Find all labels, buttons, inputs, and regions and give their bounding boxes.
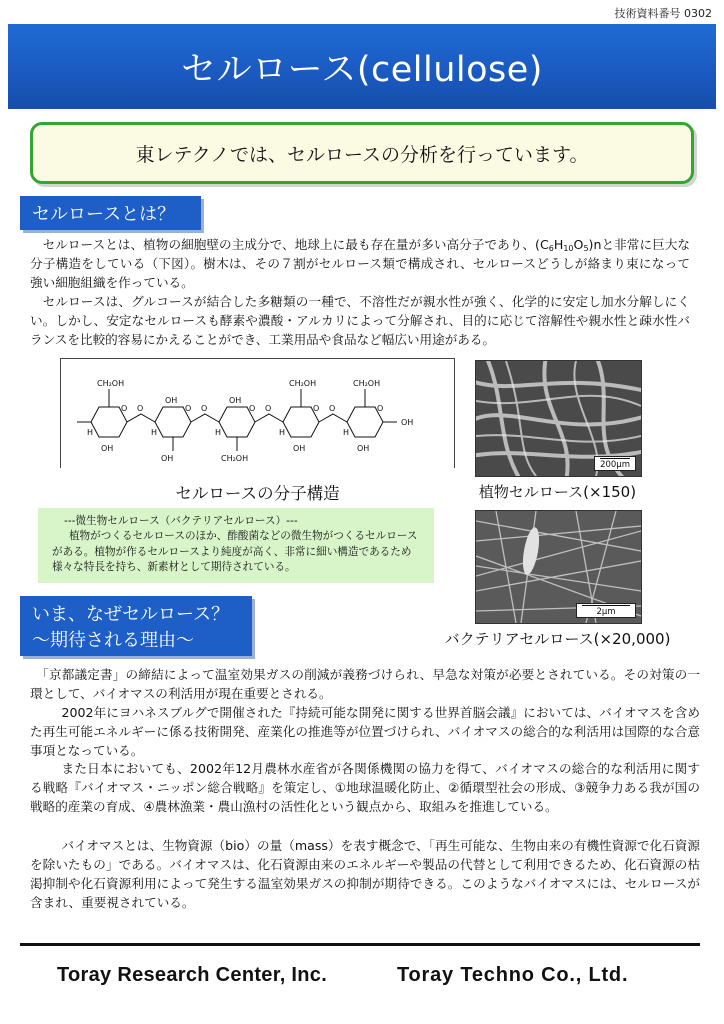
- document-number: 技術資料番号 0302: [614, 7, 712, 20]
- cellulose-structure-svg: [61, 359, 454, 467]
- svg-text:OH: OH: [101, 444, 114, 453]
- bacterial-cellulose-micrograph: [475, 510, 642, 624]
- footer-company-left: Toray Research Center, Inc.: [57, 964, 328, 986]
- svg-text:O: O: [121, 404, 128, 413]
- section1-paragraph-2: セルロースは、グルコースが結合した多糖類の一種で、不溶性だが親水性が強く、化学的に安定し加水分解しにくい。しかし、安定なセルロースも酵素や濃酸・アルカリによって分解され、目的に応じて溶解性や親水性と疎水性バランスを比較的容易にかえることができ、工業用品や食品など幅広い用途がある。: [30, 293, 690, 347]
- svg-text:O: O: [329, 404, 336, 413]
- svg-text:O: O: [265, 404, 272, 413]
- molecule-caption: セルロースの分子構造: [175, 484, 340, 503]
- svg-text:OH: OH: [165, 396, 178, 405]
- plant-cellulose-micrograph: [475, 360, 642, 477]
- lead-text: 東レテクノでは、セルロースの分析を行っています。: [135, 143, 589, 166]
- section2-heading-line2: ～期待される理由～: [32, 630, 194, 652]
- svg-text:O: O: [377, 404, 384, 413]
- scale-bar: 200μm: [594, 456, 636, 471]
- svg-text:O: O: [313, 404, 320, 413]
- title-banner: [8, 24, 716, 109]
- microbial-cellulose-note: [38, 508, 434, 583]
- section2-body: [30, 666, 700, 913]
- svg-text:OH: OH: [401, 418, 414, 427]
- section2-paragraph-2: 2002年にヨハネスブルグで開催された『持続可能な開発に関する世界首脳会議』においては、バイオマスを含めた再生可能エネルギーに係る技術開発、産業化の推進等が位置づけられ、バイオマスの総合的な利活用は国際的な合意事項となっている。: [30, 704, 700, 758]
- svg-text:O: O: [249, 404, 256, 413]
- svg-text:O: O: [137, 404, 144, 413]
- footer-company-right: Toray Techno Co., Ltd.: [397, 964, 629, 986]
- section2-heading: [20, 596, 252, 656]
- section2-paragraph-3: また日本においても、2002年12月農林水産省が各関係機関の協力を得て、バイオマスの総合的な利活用に関する戦略『バイオマス・ニッポン総合戦略』を策定し、①地球温暖化防止、②循環型社会の形成、③競争力ある我が国の戦略的産業の育成、④農林漁業・農山漁村の活性化という観点から、取組みを推進している。: [30, 761, 700, 815]
- svg-text:OH: OH: [357, 444, 370, 453]
- svg-text:H: H: [215, 428, 222, 437]
- svg-text:CH₂OH: CH₂OH: [221, 454, 249, 463]
- svg-text:H: H: [279, 428, 286, 437]
- svg-text:H: H: [151, 428, 158, 437]
- section1-heading: セルロースとは？: [20, 196, 201, 230]
- section1-body: [30, 236, 690, 349]
- page-title: セルロース(cellulose): [181, 49, 543, 90]
- note-heading: ---微生物セルロース（バクテリアセルロース）---: [64, 515, 298, 527]
- section1-paragraph-1: セルロースとは、植物の細胞壁の主成分で、地球上に最も存在量が多い高分子であり、$(C_6H_{10}O_5)n$と非常に巨大な分子構造をしている（下図）。樹木は、その７割がセルロース類で構成され、セルロースどうしが絡まり束になって強い細胞組織を作っている。: [30, 237, 690, 290]
- svg-text:CH₂OH: CH₂OH: [353, 379, 381, 388]
- svg-text:CH₂OH: CH₂OH: [289, 379, 317, 388]
- svg-text:H: H: [343, 428, 350, 437]
- svg-text:OH: OH: [161, 454, 174, 463]
- section2-heading-line1: いま、なぜセルロース？: [32, 604, 230, 625]
- section2-paragraph-1: 「京都議定書」の締結によって温室効果ガスの削減が義務づけられ、早急な対策が必要とされている。その対策の一環として、バイオマスの利活用が現在重要とされる。: [30, 667, 700, 701]
- svg-text:OH: OH: [229, 396, 242, 405]
- section2-paragraph-4: バイオマスとは、生物資源（bio）の量（mass）を表す概念で、「再生可能な、生物由来の有機性資源で化石資源を除いたもの」である。バイオマスは、化石資源由来のエネルギーや製品の代替として利用できるため、化石資源の枯渇抑制や化石資源利用によって発生する温室効果ガスの抑制が期待できる。このようなバイオマスには、セルロースが含まれ、重要視されている。: [30, 838, 700, 910]
- scale-bar: 2μm: [576, 603, 636, 618]
- plant-cellulose-caption: 植物セルロース(×150): [478, 483, 637, 501]
- footer-divider: [20, 943, 700, 946]
- bacterial-cellulose-caption: バクテリアセルロース(×20,000): [444, 630, 671, 648]
- molecule-diagram: [60, 358, 455, 468]
- svg-text:H: H: [87, 428, 94, 437]
- svg-text:O: O: [201, 404, 208, 413]
- lead-box: [30, 122, 694, 184]
- svg-text:CH₂OH: CH₂OH: [97, 379, 125, 388]
- svg-text:OH: OH: [293, 444, 306, 453]
- svg-text:O: O: [185, 404, 192, 413]
- note-body: 植物がつくるセルロースのほか、酢酸菌などの微生物がつくるセルロースがある。植物が作るセルロースより純度が高く、非常に細い構造であるため様々な特長を持ち、新素材として期待されている。: [52, 530, 418, 574]
